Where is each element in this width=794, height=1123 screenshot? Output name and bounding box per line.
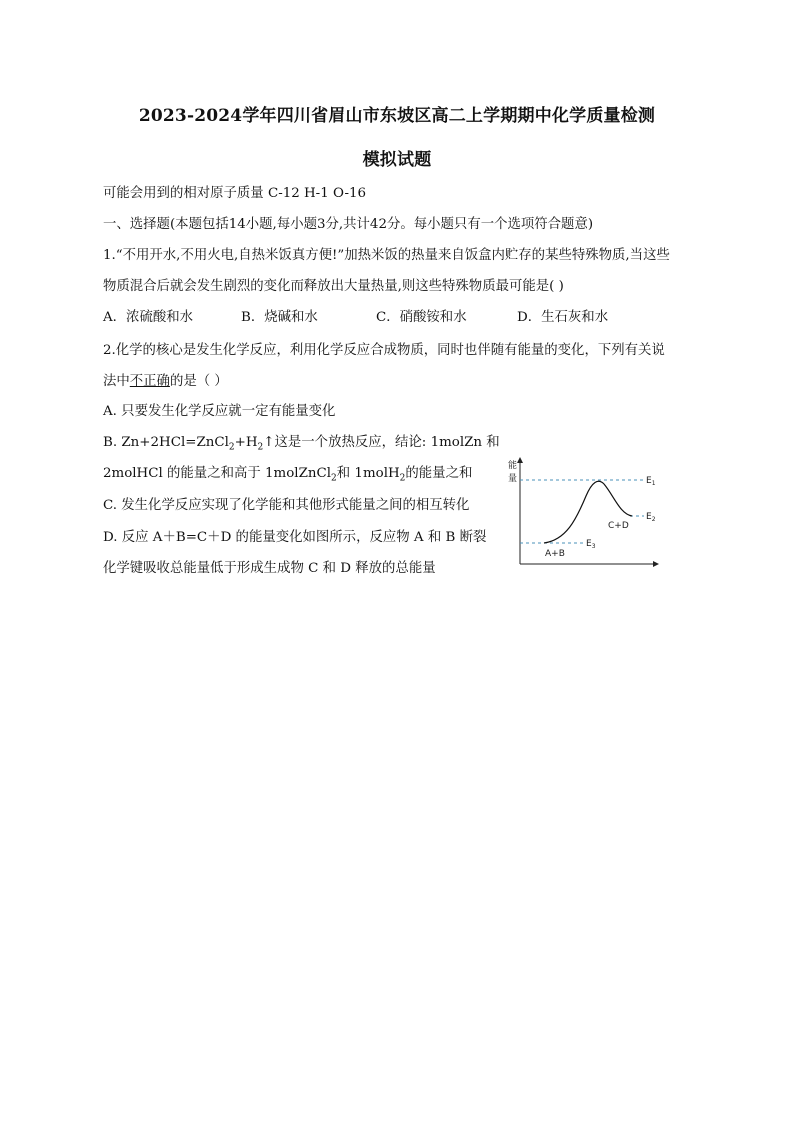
q1-option-c: C．硝酸铵和水 — [376, 310, 467, 325]
q2-optb-text-1: B. Zn+2HCl=ZnCl — [103, 435, 229, 450]
q2-optb-text-4: 2molHCl 的能量之和高于 1molZnCl — [103, 466, 332, 481]
section-heading: 一、选择题(本题包括14小题,每小题3分,共计42分。每小题只有一个选项符合题意) — [103, 217, 594, 232]
energy-diagram — [504, 452, 664, 574]
q2-stem-underlined: 不正确 — [129, 374, 170, 389]
doc-title-line-2: 模拟试题 — [362, 150, 432, 170]
products-label: C+D — [608, 521, 629, 531]
q2-stem-prefix: 法中 — [103, 374, 130, 389]
atomic-masses-note: 可能会用到的相对原子质量 C-12 H-1 O-16 — [103, 186, 367, 201]
q1-option-a: A．浓硫酸和水 — [103, 310, 194, 325]
q2-option-b-line-1 — [103, 431, 500, 453]
q1-stem-line-1: 1.“不用开水,不用火电,自热米饭真方便!”加热米饭的热量来自饭盒内贮存的某些特殊物质,当这些 — [103, 248, 670, 263]
q1-stem-line-2: 物质混合后就会发生剧烈的变化而释放出大量热量,则这些特殊物质最可能是( ) — [103, 279, 564, 294]
q2-stem-line-2 — [103, 370, 228, 389]
q2-option-b-line-2 — [103, 462, 472, 484]
q2-stem-line-1: 2.化学的核心是发生化学反应，利用化学反应合成物质，同时也伴随有能量的变化，下列有关说 — [103, 343, 665, 358]
q1-option-d: D．生石灰和水 — [517, 310, 609, 325]
y-axis-label-2: 量 — [508, 474, 518, 484]
q2-optb-sub-1: 2 — [228, 442, 235, 453]
y-axis-label-1: 能 — [508, 461, 518, 471]
q2-option-d-line-2: 化学键吸收总能量低于形成生成物 C 和 D 释放的总能量 — [103, 561, 436, 576]
q2-option-c: C. 发生化学反应实现了化学能和其他形式能量之间的相互转化 — [103, 498, 470, 513]
e3-label: $E_3$ — [586, 539, 596, 550]
q2-optb-text-2: +H — [234, 435, 258, 450]
q2-optb-sub-3: 2 — [331, 473, 337, 484]
q2-optb-sub-4: 2 — [399, 473, 406, 484]
reactants-label: A+B — [545, 549, 565, 559]
doc-title-line-1: 2023-2024学年四川省眉山市东坡区高二上学期期中化学质量检测 — [138, 106, 656, 126]
energy-curve — [544, 481, 632, 543]
e2-label: $E_2$ — [646, 512, 656, 523]
e1-label: $E_1$ — [646, 476, 656, 487]
q2-option-d-line-1: D. 反应 A＋B=C＋D 的能量变化如图所示，反应物 A 和 B 断裂 — [103, 530, 487, 545]
q2-stem-suffix: 的是（ ） — [169, 374, 228, 389]
q2-optb-text-6: 的能量之和 — [405, 466, 473, 481]
q1-option-b: B．烧碱和水 — [241, 310, 318, 325]
q2-option-a: A. 只要发生化学反应就一定有能量变化 — [103, 404, 336, 419]
q2-optb-text-3: ↑这是一个放热反应，结论: 1molZn 和 — [263, 435, 500, 450]
q2-optb-sub-2: 2 — [257, 442, 264, 453]
q2-optb-text-5: 和 1molH — [336, 466, 400, 481]
